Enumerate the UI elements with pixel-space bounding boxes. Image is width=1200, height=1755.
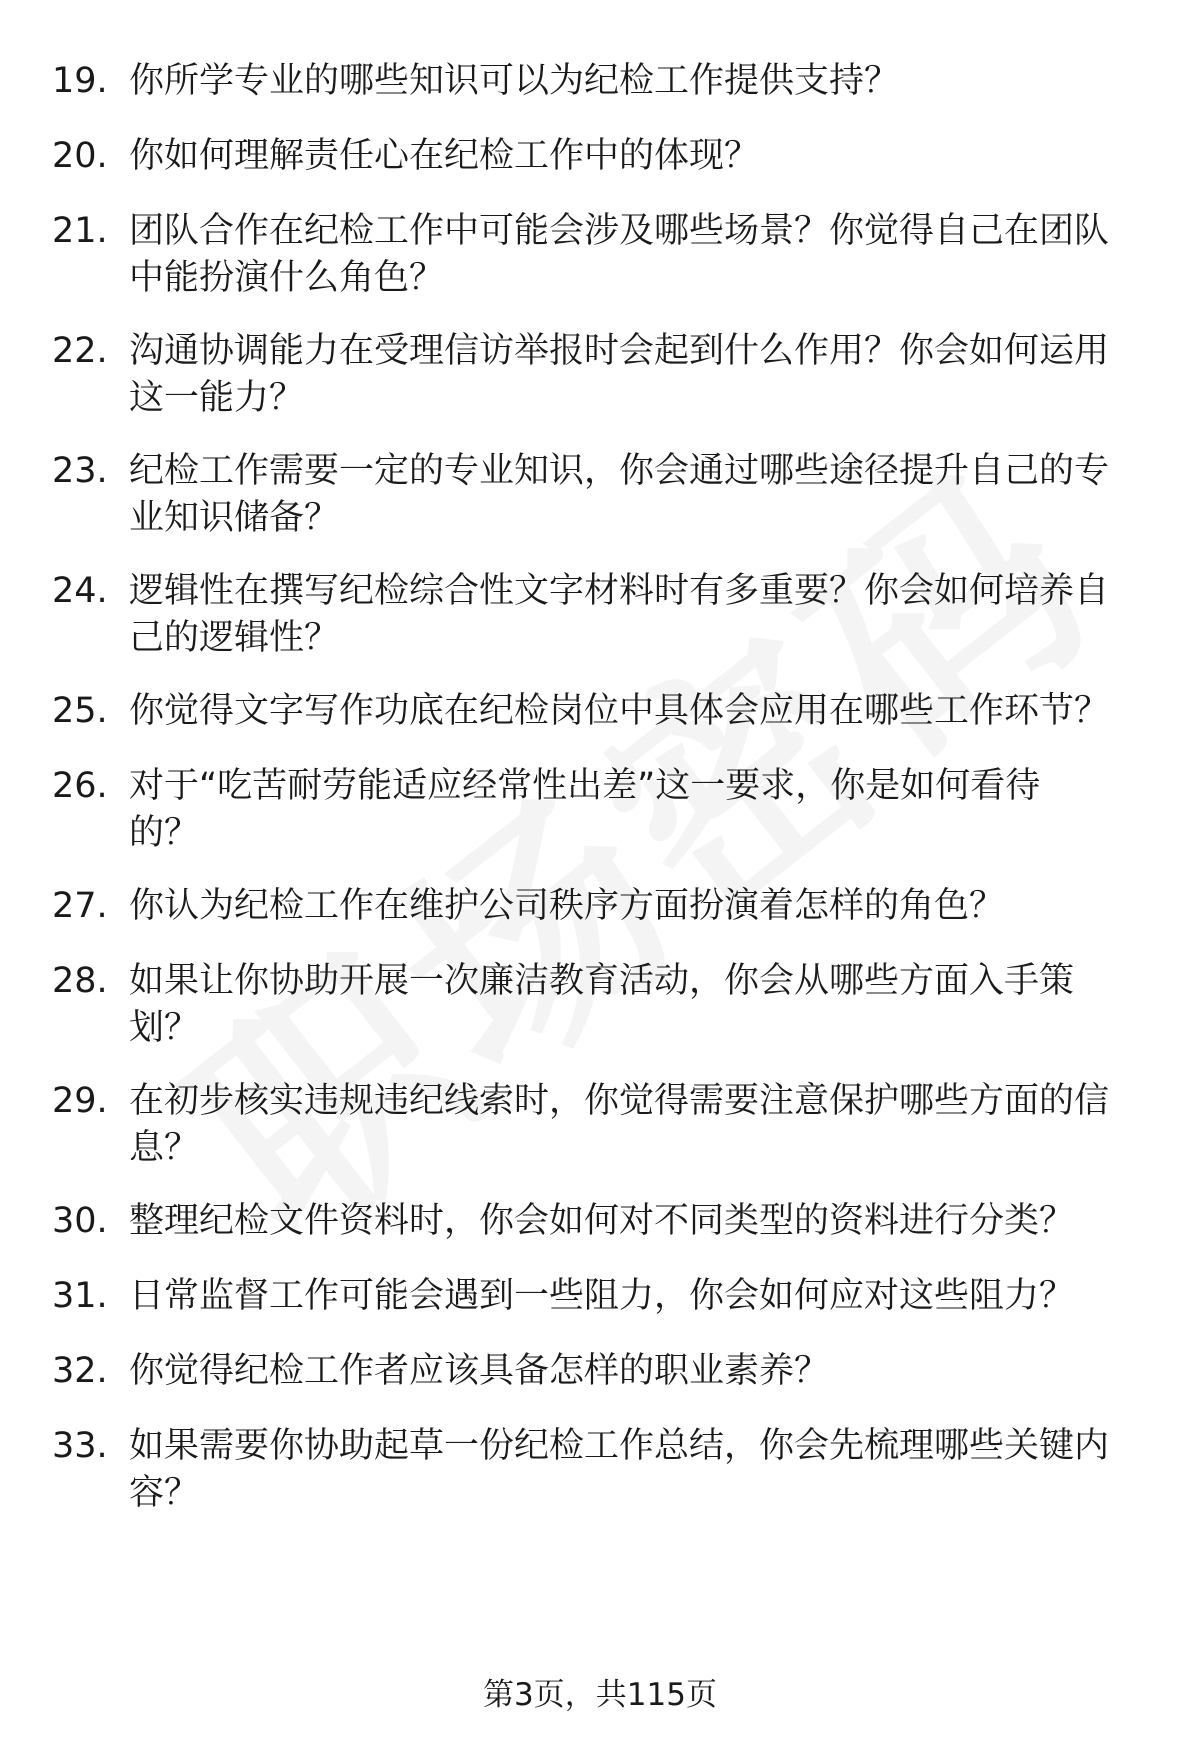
question-number: 30. (52, 1201, 108, 1241)
question-number: 29. (52, 1081, 108, 1121)
question-text (129, 1078, 1152, 1172)
question-item (52, 1198, 1152, 1245)
question-text-line: 整理纪检文件资料时，你会如何对不同类型的资料进行分类？ (129, 1201, 1075, 1241)
question-number: 28. (52, 961, 108, 1001)
question-item (52, 328, 1152, 422)
question-item (52, 763, 1152, 857)
question-item (52, 958, 1152, 1052)
question-item (52, 1078, 1152, 1172)
question-text (129, 328, 1152, 422)
question-number: 33. (52, 1426, 108, 1466)
question-text-line: 你觉得文字写作功底在纪检岗位中具体会应用在哪些工作环节？ (129, 691, 1110, 731)
question-text (129, 568, 1152, 662)
question-item (52, 883, 1152, 930)
question-number: 26. (52, 766, 108, 806)
question-item (52, 1348, 1152, 1395)
question-text-line: 己的逻辑性？ (129, 618, 340, 658)
question-number: 19. (52, 61, 108, 101)
question-text-line: 息？ (129, 1128, 200, 1168)
question-number: 27. (52, 886, 108, 926)
question-number: 24. (52, 571, 108, 611)
question-text-line: 你所学专业的哪些知识可以为纪检工作提供支持？ (129, 61, 900, 101)
question-text-line: 沟通协调能力在受理信访举报时会起到什么作用？你会如何运用 (129, 331, 1110, 371)
question-item (52, 58, 1152, 105)
question-item (52, 688, 1152, 735)
question-number: 22. (52, 331, 108, 371)
question-item (52, 1423, 1152, 1517)
question-text (129, 1348, 1152, 1395)
question-number: 31. (52, 1276, 108, 1316)
question-text-line: 中能扮演什么角色？ (129, 258, 445, 298)
question-item (52, 1273, 1152, 1320)
question-text-line: 业知识储备？ (129, 498, 340, 538)
question-text-line: 日常监督工作可能会遇到一些阻力，你会如何应对这些阻力？ (129, 1276, 1075, 1316)
question-text (129, 208, 1152, 302)
question-text-line: 容？ (129, 1473, 200, 1513)
question-item (52, 208, 1152, 302)
question-number: 20. (52, 136, 108, 176)
page-footer: 第3页，共115页 (483, 1677, 717, 1713)
question-number: 21. (52, 211, 108, 251)
question-text-line: 在初步核实违规违纪线索时，你觉得需要注意保护哪些方面的信 (129, 1081, 1110, 1121)
question-number: 23. (52, 451, 108, 491)
question-text (129, 1423, 1152, 1517)
question-text-line: 这一能力？ (129, 378, 305, 418)
question-text-line: 对于“吃苦耐劳能适应经常性出差”这一要求，你是如何看待 (129, 766, 1041, 806)
question-text (129, 883, 1152, 930)
question-text (129, 448, 1152, 542)
question-text-line: 如果需要你协助起草一份纪检工作总结，你会先梳理哪些关键内 (129, 1426, 1110, 1466)
question-text-line: 你觉得纪检工作者应该具备怎样的职业素养？ (129, 1351, 830, 1391)
question-text (129, 688, 1152, 735)
question-number: 25. (52, 691, 108, 731)
question-text-line: 划？ (129, 1008, 200, 1048)
question-text (129, 1198, 1152, 1245)
question-text-line: 的？ (129, 813, 200, 853)
question-item (52, 448, 1152, 542)
question-text-line: 团队合作在纪检工作中可能会涉及哪些场景？你觉得自己在团队 (129, 211, 1110, 251)
question-text-line: 你如何理解责任心在纪检工作中的体现？ (129, 136, 760, 176)
question-text (129, 58, 1152, 105)
question-text-line: 逻辑性在撰写纪检综合性文字材料时有多重要？你会如何培养自 (129, 571, 1110, 611)
question-item (52, 568, 1152, 662)
question-text-line: 如果让你协助开展一次廉洁教育活动，你会从哪些方面入手策 (129, 961, 1075, 1001)
question-item (52, 133, 1152, 180)
question-text-line: 纪检工作需要一定的专业知识，你会通过哪些途径提升自己的专 (129, 451, 1110, 491)
question-number: 32. (52, 1351, 108, 1391)
question-text (129, 133, 1152, 180)
question-text (129, 958, 1152, 1052)
question-text (129, 1273, 1152, 1320)
question-text (129, 763, 1152, 857)
question-text-line: 你认为纪检工作在维护公司秩序方面扮演着怎样的角色？ (129, 886, 1005, 926)
